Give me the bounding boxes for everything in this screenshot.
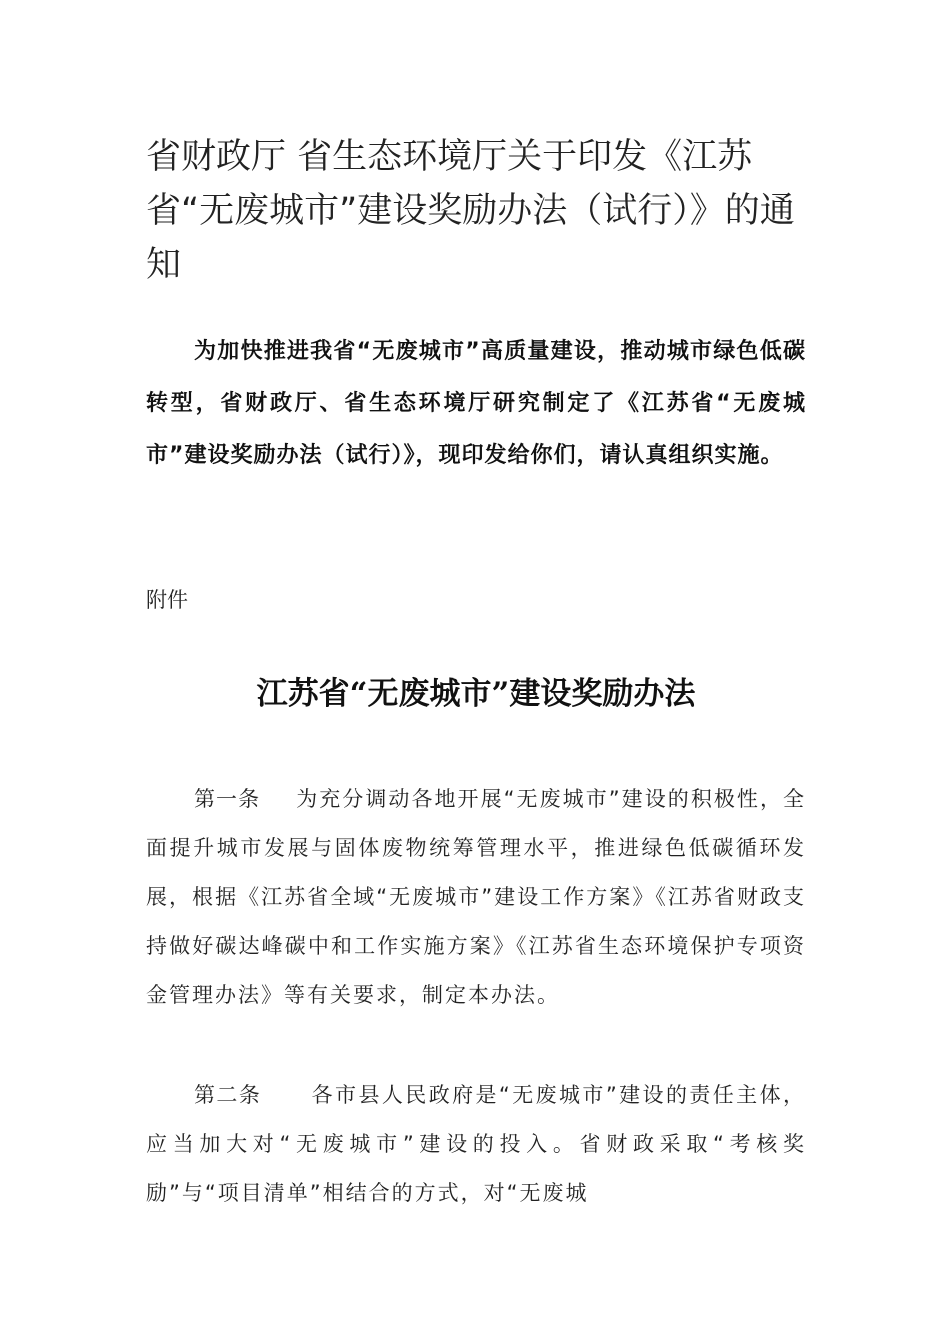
attachment-label: 附件 [146,588,188,612]
notice-intro-paragraph: 为加快推进我省“无废城市”高质量建设，推动城市绿色低碳转型，省财政厅、省生态环境厅研究制定了《江苏省“无废城市”建设奖励办法（试行）》，现印发给你们，请认真组织实施。 [146,339,806,468]
article-1-label: 第一条 [194,787,261,811]
article-2 [146,1071,806,1218]
article-1-text: 为充分调动各地开展“无废城市”建设的积极性，全面提升城市发展与固体废物统筹管理水平，推进绿色低碳循环发展，根据《江苏省全域“无废城市”建设工作方案》《江苏省财政支持做好碳达峰碳中和工作实施方案》《江苏省生态环境保护专项资金管理办法》等有关要求，制定本办法。 [146,787,807,1007]
measures-title: 江苏省“无废城市”建设奖励办法 [256,676,696,712]
article-2-text: 各市县人民政府是“无废城市”建设的责任主体，应当加大对“无废城市”建设的投入。省财政采取“考核奖励”与“项目清单”相结合的方式，对“无废城 [146,1083,806,1205]
article-1 [146,775,806,1020]
article-2-label: 第二条 [194,1083,262,1107]
notice-title: 省财政厅 省生态环境厅关于印发《江苏省“无废城市”建设奖励办法（试行）》的通知 [146,137,795,285]
